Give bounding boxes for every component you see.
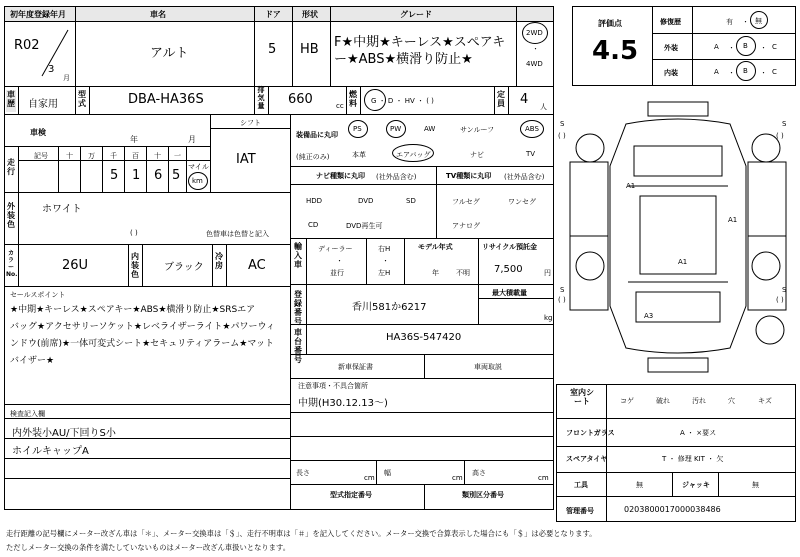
divider	[424, 484, 425, 510]
divider	[290, 378, 554, 379]
width-label: 幅	[384, 469, 391, 477]
divider	[376, 460, 377, 484]
model-year-unknown: 不明	[456, 269, 470, 277]
divider	[606, 384, 607, 522]
divider	[4, 286, 290, 287]
chassis-label: 車台番号	[294, 328, 302, 364]
divider	[212, 244, 213, 286]
length-label: 長さ	[296, 469, 310, 477]
divider	[290, 460, 554, 461]
interior-rating-label: 内装	[664, 69, 678, 77]
divider	[556, 418, 796, 419]
divider	[556, 496, 796, 497]
interior-a: A	[714, 68, 719, 76]
tv-item: ワンセグ	[508, 198, 536, 206]
color-code-label: カラーNo.	[6, 250, 18, 278]
divider	[306, 324, 307, 354]
jack: 無	[752, 481, 759, 489]
divider	[142, 244, 143, 286]
mile-label: マイル	[188, 163, 209, 171]
navi-item: DVD	[358, 197, 374, 205]
divider	[58, 146, 59, 192]
divider	[652, 6, 653, 86]
tire-s: S	[782, 286, 787, 294]
selling-point-line: バイザー★	[10, 356, 55, 366]
divider	[652, 33, 796, 34]
divider	[4, 404, 290, 405]
divider	[672, 472, 673, 496]
capacity: 4	[520, 92, 529, 107]
divider	[556, 472, 796, 473]
divider	[306, 284, 307, 324]
first-reg-month: 3	[48, 64, 55, 75]
divider	[124, 146, 125, 192]
new-car-warranty: 新車保証書	[338, 363, 373, 371]
divider	[254, 6, 255, 86]
equipment-item: ABS	[525, 125, 539, 133]
divider	[4, 192, 290, 193]
inspector-line: ホイルキャップA	[12, 446, 89, 457]
inspector-line: 内外装小AU/下回りS小	[12, 428, 116, 439]
divider	[404, 238, 405, 284]
shape-label: 形状	[302, 10, 318, 19]
kg-unit: kg	[544, 314, 553, 322]
tools-label: 工具	[574, 481, 588, 489]
interior-color-label: 内装色	[131, 252, 139, 279]
navi-item: CD	[308, 221, 319, 229]
divider	[168, 146, 169, 192]
divider	[268, 86, 269, 114]
equipment-label: 装備品に丸印	[296, 131, 338, 139]
equipment-item: エアバッグ	[396, 151, 431, 159]
navi-label: ナビ種類に丸印	[316, 172, 365, 180]
divider	[516, 6, 517, 86]
divider	[18, 192, 19, 244]
divider	[75, 6, 76, 86]
inspection-label: 車検	[30, 128, 46, 137]
displacement: 660	[288, 92, 313, 107]
fuel-label: 燃料	[349, 90, 357, 108]
category-label: 類別区分番号	[462, 491, 504, 499]
mileage-unit: 万	[88, 152, 95, 160]
divider	[478, 284, 479, 324]
selling-point-line: ンドウ(前席)★一体可変式シート★セキュリティアラーム★マット	[10, 339, 274, 349]
divider	[18, 86, 19, 114]
equipment-item: PW	[390, 125, 402, 133]
interior-b: B	[743, 67, 748, 75]
divider	[292, 6, 293, 86]
rating-value: 4.5	[592, 36, 639, 66]
mileage-digit: 1	[132, 168, 141, 183]
import-parallel: 並行	[330, 269, 344, 277]
divider	[290, 238, 554, 239]
repair-no: 無	[755, 17, 762, 25]
a1-mid: A1	[678, 258, 688, 266]
divider	[210, 114, 211, 192]
color-paren: ( )	[130, 229, 138, 237]
interior-sep: ・	[728, 69, 735, 77]
mileage-digit: 5	[172, 168, 181, 183]
notes: 中期(H30.12.13〜)	[298, 398, 388, 409]
cm-unit: cm	[538, 474, 549, 482]
doors: 5	[268, 42, 277, 57]
divider	[254, 86, 255, 114]
color-code: 26U	[62, 258, 89, 273]
cm-unit: cm	[364, 474, 375, 482]
mileage-unit: 十	[154, 152, 161, 160]
divider	[186, 146, 187, 192]
navi-sub: (社外品含む)	[376, 173, 417, 181]
mileage-unit: 十	[66, 152, 73, 160]
mileage-digit: 6	[154, 168, 163, 183]
cm-unit: cm	[452, 474, 463, 482]
divider	[652, 59, 796, 60]
interior-sheet-item: コゲ	[620, 397, 634, 405]
navi-item: SD	[406, 197, 416, 205]
color-value: ホワイト	[42, 204, 82, 215]
divider	[4, 114, 554, 115]
chassis: HA36S-547420	[386, 332, 462, 343]
mileage-mark-label: 記号	[34, 152, 48, 160]
tire-paren: ( )	[558, 296, 566, 304]
selling-points-label: セールスポイント	[10, 291, 66, 299]
model-year-unit: 年	[432, 269, 439, 277]
capacity-label: 定員	[497, 90, 505, 108]
vehicle-manual: 車両取説	[474, 363, 502, 371]
divider	[4, 418, 290, 419]
divider	[4, 146, 210, 147]
divider	[290, 184, 554, 185]
equipment-item: AW	[424, 125, 436, 133]
model-label: 型式	[78, 90, 86, 108]
import-label: 輸入車	[294, 242, 302, 269]
first-reg-label: 初年度登録年月	[10, 10, 66, 19]
divider	[128, 244, 129, 286]
front-glass: A ・ ×要ス	[680, 429, 717, 437]
exterior-label: 外装	[664, 44, 678, 52]
divider	[290, 412, 554, 413]
equipment-item: PS	[353, 125, 362, 133]
divider	[4, 458, 290, 459]
person-unit: 人	[540, 103, 547, 111]
height-label: 高さ	[472, 469, 486, 477]
shift: IAT	[236, 152, 256, 167]
equipment-item: TV	[526, 150, 536, 158]
fuel-options: G ・ D ・ HV ・ ( )	[371, 97, 434, 105]
divider	[360, 86, 361, 114]
selling-point-line: ★中期★キーレス★スペアキー★ABS★横滑り防止★SRSエア	[10, 305, 256, 315]
equipment-item: サンルーフ	[460, 126, 495, 134]
front-glass-label: フロントガラス	[566, 429, 615, 437]
import-dot: ・	[336, 257, 343, 265]
tools: 無	[636, 481, 643, 489]
type-designation-label: 型式指定番号	[330, 491, 372, 499]
divider	[290, 436, 554, 437]
notes-label: 注意事項・不具合箇所	[298, 382, 368, 390]
interior-c: C	[772, 68, 777, 76]
interior-sheet-label-text: 室内シート	[570, 388, 594, 406]
divider	[508, 86, 509, 114]
footer-note-line2: ただしメーター交換の条件を満たしていないものはメーター改ざん車扱いとなります。	[6, 543, 290, 552]
divider	[4, 438, 290, 439]
tire-s: S	[782, 120, 787, 128]
grade: F★中期★キーレス★スペアキー★ABS★横滑り防止★	[334, 35, 506, 67]
ac-label: 冷房	[215, 252, 223, 270]
mileage-label: 走行	[7, 158, 15, 176]
divider	[4, 478, 290, 479]
interior-sheet-item: キズ	[758, 397, 772, 405]
navi-item: HDD	[306, 197, 323, 205]
displacement-label: 排気量	[257, 86, 265, 110]
tv-sub: (社外品含む)	[504, 173, 545, 181]
exterior-a: A	[714, 43, 719, 51]
divider	[4, 86, 554, 87]
divider	[478, 238, 479, 284]
divider	[80, 146, 81, 192]
divider	[290, 484, 554, 485]
spare-tire-label: スペアタイヤ	[566, 455, 608, 463]
inspection-year: 年	[130, 135, 138, 144]
registration-label: 登録番号	[294, 290, 302, 326]
divider	[290, 284, 554, 285]
divider	[290, 166, 554, 167]
divider	[330, 6, 331, 86]
cc-unit: cc	[336, 102, 344, 110]
divider	[366, 238, 367, 284]
max-load-label: 最大積載量	[492, 289, 527, 297]
divider	[18, 146, 19, 192]
tv-item: アナログ	[452, 222, 480, 230]
a3: A3	[644, 312, 654, 320]
color-changed-note: 色替車は色替と記入	[206, 230, 269, 238]
tv-label: TV種類に丸印	[446, 172, 492, 180]
divider	[226, 244, 227, 286]
yen-unit: 円	[544, 269, 551, 277]
divider	[464, 460, 465, 484]
month-unit: 月	[63, 74, 70, 82]
repair-label: 修復歴	[660, 18, 681, 26]
a1-left: A1	[626, 182, 636, 190]
exterior-sep: ・	[760, 44, 767, 52]
divider	[424, 354, 425, 378]
selling-point-line: バッグ★アクセサリーソケット★レベライザーライト★パワーウィ	[10, 322, 275, 332]
model: DBA-HA36S	[128, 92, 204, 107]
divider	[210, 128, 290, 129]
interior-sheet-item: 汚れ	[692, 397, 706, 405]
mileage-digit: 5	[110, 168, 119, 183]
repair-yes: 有	[726, 18, 733, 26]
divider	[89, 86, 90, 114]
recycle-label: リサイクル預託金	[482, 243, 538, 251]
divider	[290, 324, 554, 325]
divider	[102, 146, 103, 192]
interior-sheet-item: 破れ	[656, 397, 670, 405]
divider	[146, 146, 147, 192]
km-label: km	[192, 177, 203, 185]
tire-paren: ( )	[776, 132, 784, 140]
a1-right: A1	[728, 216, 738, 224]
mileage-unit: 百	[132, 152, 139, 160]
slash-divider	[40, 28, 70, 78]
ac: AC	[248, 258, 266, 273]
mileage-unit: 千	[110, 152, 117, 160]
divider	[346, 86, 347, 114]
equipment-sub-label: (純正のみ)	[296, 153, 330, 161]
exterior-b: B	[743, 42, 748, 50]
divider	[436, 166, 437, 238]
divider	[18, 244, 19, 286]
car-name-label: 車名	[150, 10, 166, 19]
interior-sep: ・	[760, 69, 767, 77]
import-dealer: ディーラー	[318, 245, 353, 253]
shift-label: シフト	[240, 119, 261, 127]
divider	[290, 354, 554, 355]
navi-item: DVD再生可	[346, 222, 383, 230]
jack-label: ジャッキ	[682, 481, 710, 489]
usage: 自家用	[28, 99, 58, 110]
import-dot: ・	[382, 257, 389, 265]
model-year-label: モデル年式	[418, 243, 453, 251]
drive-dot: ・	[532, 45, 539, 53]
divider	[306, 238, 307, 284]
management-label: 管理番号	[566, 507, 594, 515]
doors-label: ドア	[265, 10, 281, 19]
selling-points	[10, 302, 290, 370]
rating-label: 評価点	[598, 19, 622, 28]
equipment-item: ナビ	[470, 151, 484, 159]
divider	[290, 114, 291, 510]
recycle: 7,500	[494, 264, 523, 275]
exterior-sep: ・	[728, 44, 735, 52]
color-label: 外装色	[7, 202, 15, 229]
divider	[718, 472, 719, 496]
tv-item: フルセグ	[452, 198, 480, 206]
interior-color: ブラック	[164, 262, 204, 273]
divider	[692, 6, 693, 86]
exterior-c: C	[772, 43, 777, 51]
grade-label: グレード	[400, 10, 432, 19]
right-h: 右H	[378, 245, 391, 253]
divider	[4, 244, 290, 245]
footer-note-line1: 走行距離の記号欄にメーター改ざん車は「＊」、メーター交換車は「＄」、走行不明車は「＃」を記入してください。メーター交換で合算表示した場合にも「＄」は必要となります。	[6, 529, 597, 538]
registration: 香川581か6217	[352, 302, 427, 313]
equipment-item: 本革	[352, 151, 366, 159]
shape: HB	[300, 42, 319, 57]
left-h: 左H	[378, 269, 391, 277]
divider	[556, 446, 796, 447]
first-reg-year: R02	[14, 38, 40, 53]
interior-sheet-item: 穴	[728, 397, 735, 405]
inspection-month: 月	[188, 135, 196, 144]
tire-paren: ( )	[558, 132, 566, 140]
spare-tire: T ・ 修理 KIT ・ 欠	[662, 455, 724, 463]
car-name: アルト	[150, 46, 189, 61]
divider	[494, 86, 495, 114]
management-number: 0203800017000038486	[624, 505, 721, 514]
drive-2wd: 2WD	[526, 29, 543, 37]
interior-sheet-label	[568, 388, 596, 406]
tire-paren: ( )	[776, 296, 784, 304]
repair-sep: ・	[742, 18, 749, 26]
divider	[75, 86, 76, 114]
divider	[478, 298, 554, 299]
tire-s: S	[560, 286, 565, 294]
inspector-label: 検査記入欄	[10, 410, 45, 418]
drive-4wd: 4WD	[526, 60, 543, 68]
mileage-unit: 一	[174, 152, 181, 160]
usage-label: 車歴	[6, 90, 16, 112]
car-damage-diagram	[556, 96, 800, 380]
tire-s: S	[560, 120, 565, 128]
